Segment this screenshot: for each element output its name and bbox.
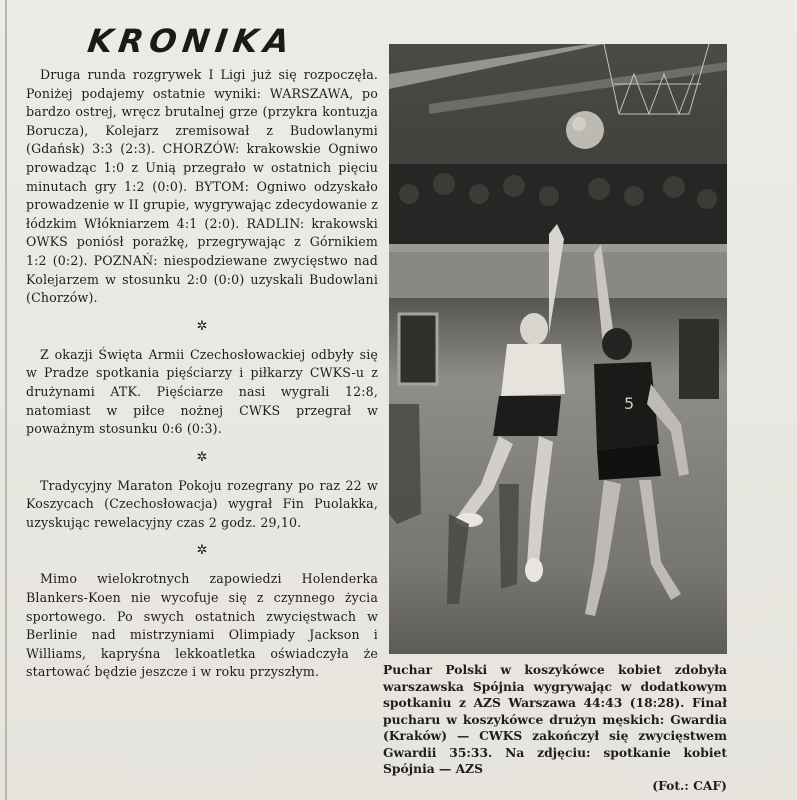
article-paragraph-league: Druga runda rozgrywek I Ligi już się rozpoczęła. Poniżej podajemy ostatnie wyniki: WARSZAWA, po bardzo ostrej, wręcz brutalnej grze (przykra kontuzja Borucza), Kolejarz zremisował z Budowlanymi (Gdańsk) 3:3 (2:3). CHORZÓW: krakowskie Ogniwo prowadząc 1:0 z Unią przegrało w ostatnich pięciu minutach gry 1:2 (0:0). BYTOM: Ogniwo odzyskało prowadzenie w II grupie, wygrywając zdecydowanie z łódzkim Włókniarzem 4:1 (2:0). RADLIN: krakowski OWKS poniósł porażkę, przegrywając z Górnikiem 1:2 (0:2). POZNAŃ: niespodziewane zwycięstwo nad Kolejarzem w stosunku 2:0 (0:0) uzyskali Budowlani (Chorzów).	[26, 67, 379, 306]
separator-star: ✲	[196, 318, 208, 334]
article-paragraph-blankers-koen: Mimo wielokrotnych zapowiedzi Holenderka Blankers-Koen nie wycofuje się z czynnego życia sportowego. Po swych ostatnich zwycięstwach w Berlinie nad mistrzyniami Olimpiady Jackson i Williams, kapryśna lekkoatletka oświadczyła że startować będzie jeszcze i w roku przyszłym.	[26, 571, 378, 680]
svg-text:5: 5	[624, 394, 635, 413]
separator-star: ✲	[196, 543, 208, 559]
basketball-photo-image	[389, 44, 727, 654]
separator-star: ✲	[196, 449, 208, 465]
page-title: KRONIKA	[85, 22, 298, 60]
page-edge	[5, 0, 7, 800]
article-paragraph-marathon: Tradycyjny Maraton Pokoju rozegrany po raz 22 w Koszycach (Czechosłowacja) wygrał Fin Puolakka, uzyskując rewelacyjny czas 2 godz. 29,10.	[26, 477, 378, 530]
article-paragraph-army: Z okazji Święta Armii Czechosłowackiej odbyły się w Pradze spotkania pięściarzy i piłkarzy CWKS-u z drużynami ATK. Pięściarze nasi wygrali 12:8, natomiast w piłce nożnej CWKS przegrał w poważnym stosunku 0:6 (0:3).	[26, 346, 378, 437]
caption-text: Puchar Polski w koszykówce kobiet zdobyła warszawska Spójnia wygrywając w dodatkowym spotkaniu z AZS Warszawa 44:43 (18:28). Finał pucharu w koszykówce drużyn męskich: Gwardia (Kraków) — CWKS zakończył się zwycięstwem Gwardii 35:33. Na zdjęciu: spotkanie kobiet Spójnia — AZS	[383, 662, 727, 776]
photo-caption	[383, 662, 727, 794]
photo-credit: (Fot.: CAF)	[652, 777, 727, 793]
article-column	[26, 66, 378, 682]
basketball-photo	[389, 44, 727, 654]
